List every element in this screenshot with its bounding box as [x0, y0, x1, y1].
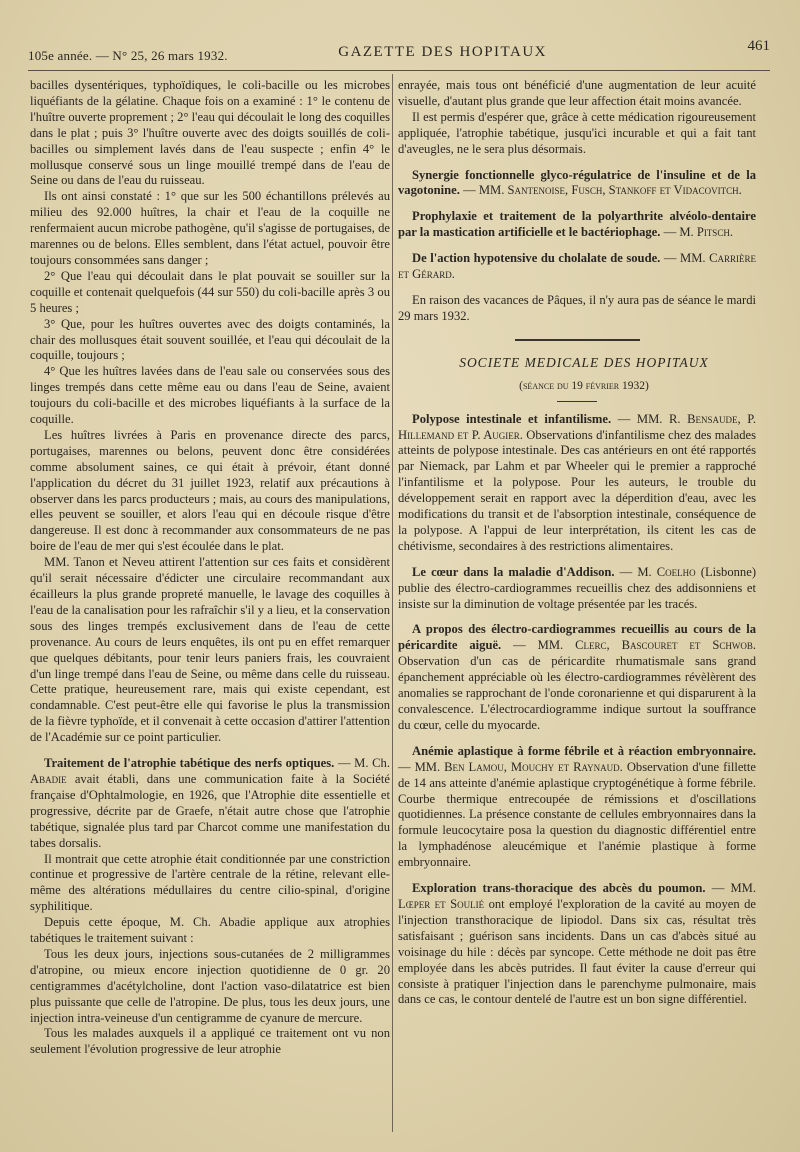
- author-names: Santenoise, Fusch, Stankoff et Vidacovitch.: [507, 183, 742, 198]
- section-date: (séance du 19 février 1932): [519, 379, 649, 392]
- author-prefix: — M.: [660, 225, 697, 240]
- article-pericardite: [398, 622, 756, 733]
- author-prefix: — MM.: [398, 759, 445, 774]
- author-names: Carrière et Gérard.: [398, 251, 756, 282]
- article-text: avait établi, dans une communication faite à la Société française d'Ophtalmologie, en 1926, que l'Atrophie dite essentielle et progressive, décrite par de Graefe, n'était autre chose que l'atrophie tabétique, signalée plus tard par Charcot comme une manifestation du tabes dorsalis.: [30, 771, 390, 850]
- article-text: Observation d'un cas de péricardite rhumatismale sans grand épanchement appréciable où les électro-cardiogrammes révèlèrent des anomalies se rapprochant de l'onde coronarienne et qui disparurent à la convalescence. L'électrocardiogramme indique surtout la souffrance du cœur, celle du myocarde.: [398, 654, 756, 732]
- article-text: Observations d'infantilisme chez des malades atteints de polypose intestinale. Des cas antérieurs en ont été rapportés par Niemack, par Lahm et par Wheeler qui le premier a rapproché l'infantilisme et la polypose. Pour les auteurs, le trouble du développement serait en rapport avec la déperdition d'eau, avec les modifications du transit et de l'absorption intestinale, conséquence de la polypose. A l'appui de leur interprétation, ils citent les cas de chétivisme, secondaires à des restrictions alimentaires.: [398, 427, 756, 553]
- short-rule: [557, 401, 597, 402]
- article-synergie: [398, 168, 756, 200]
- paragraph: MM. Tanon et Neveu attirent l'attention sur ces faits et considèrent qu'il serait nécessaire d'édicter une circulaire recommandant aux écailleurs la plus grande propreté manuelle, le lavage des coquilles à l'eau de la canalisation pour les rafraîchir s'il y a lieu, et la conservation sous des linges trempés exclusivement dans de l'eau de cette provenance. Au cours de leurs enquêtes, ils ont pu en effet remarquer que quelques débitants, pour tenir leurs paniers frais, les couvraient d'un linge trempé dans l'eau de Seine, ou même dans celle du ruisseau. Cette pratique, heureusement rare, mais qui existe cependant, est condamnable. C'est peut-être elle qui favorise le plus la transmission de la fièvre typhoïde, et il convenait à cette occasion d'attirer l'attention de l'Académie sur ce point particulier.: [30, 555, 390, 745]
- paragraph: Il montrait que cette atrophie était conditionnée par une constriction continue et progressive de l'artère centrale de la rétine, relevant elle-même des altérations médullaires du centre cilio-spinal, d'origine syphilitique.: [30, 851, 390, 914]
- author-prefix: — M.: [614, 564, 657, 579]
- author-prefix: — MM.: [660, 251, 710, 266]
- right-column: [398, 78, 756, 1008]
- article-text: Observation d'une fillette de 14 ans atteinte d'anémie aplastique cryptogénétique à forme fébrile. Courbe thermique entrecoupée de rémissions et d'oscillations quotidiennes. La présence constante de cellules embryonnaires dans la formule leucocytaire posa la question du diagnostic différentiel entre la lymphadénose aleucémique et l'anémie plastique à forme embryonnaire.: [398, 759, 757, 870]
- author-prefix: — MM.: [705, 881, 756, 896]
- paragraph: Ils ont ainsi constaté : 1° que sur les 500 échantillons prélevés au milieu des 92.000 huîtres, la chair et l'eau de la coquille ne renfermaient aucun microbe pathogène, qu'il s'agisse de portugaises, de marennes ou de belons. Elles semblent, dans l'état actuel, pouvoir être toujours consommées sans danger ;: [30, 189, 390, 267]
- section-rule: [515, 339, 640, 341]
- article-atrophie: [30, 756, 390, 851]
- paragraph: Les huîtres livrées à Paris en provenance directe des parcs, portugaises, marennes ou belons, peuvent donc être considérées comme absolument saines, ce qui était à prévoir, étant donné l'application du décret du 31 juillet 1923, relatif aux précautions à observer dans les parcs producteurs ; mais, au cours des manipulations, elles peuvent se souiller, et alors l'eau qui en découle risque d'être dangereuse. Il est donc à recommander aux consommateurs de ne pas boire de l'eau de mer qui s'est écoulée dans le plat.: [30, 427, 390, 554]
- notice-paques: En raison des vacances de Pâques, il n'y aura pas de séance le mardi 29 mars 1932.: [398, 292, 756, 323]
- section-title: SOCIETE MEDICALE DES HOPITAUX: [459, 354, 709, 370]
- paragraph: Tous les malades auxquels il a appliqué ce traitement ont vu non seulement l'évolution progressive de leur atrophie: [30, 1026, 390, 1057]
- article-addison: [398, 565, 756, 613]
- article-title: A propos des électro-cardiogrammes recueillis au cours de la péricardite aiguë.: [398, 622, 756, 653]
- author-prefix: — MM.: [611, 411, 669, 426]
- article-title: Synergie fonctionnelle glyco-régulatrice de l'insuline et de la vagotonine.: [398, 167, 756, 198]
- paragraph: enrayée, mais tous ont bénéficié d'une augmentation de leur acuité visuelle, d'autant plus grande que leur affection était moins avancée.: [398, 78, 756, 108]
- author-prefix: — MM.: [501, 638, 576, 653]
- author-names: R. Bensaude, P. Hillemand et P. Augier.: [398, 411, 756, 442]
- author-names: Lœper et Soulié: [398, 896, 485, 911]
- article-abces: [398, 881, 756, 1008]
- article-text: ont employé l'exploration de la cavité au moyen de l'injection transthoracique de lipiodol. Dans six cas, résultat très satisfaisant ; guérison sans incidents. Dans un cas d'abcès situé au voisinage du hile : décès par syncope. Cette méthode ne doit pas être employée dans les abcès putrides. Il faut éviter la cause d'erreur qui consiste à pratiquer l'injection dans le parenchyme pulmonaire, mais dans ce cas, le contour dentelé de l'autre est un bon signe différentiel.: [398, 896, 756, 1007]
- author-prefix: — MM.: [459, 183, 508, 198]
- author-names: Coelho: [656, 564, 696, 579]
- issue-info: 105e année. — N° 25, 26 mars 1932.: [28, 48, 228, 63]
- article-prophylaxie: [398, 209, 756, 241]
- paragraph: Depuis cette époque, M. Ch. Abadie applique aux atrophies tabétiques le traitement suivant :: [30, 915, 390, 946]
- author-name: Abadie: [30, 771, 67, 786]
- article-title: Le cœur dans la maladie d'Addison.: [412, 564, 615, 579]
- article-title: Traitement de l'atrophie tabétique des nerfs optiques.: [44, 756, 335, 771]
- page-number: 461: [747, 38, 770, 54]
- paragraph: Tous les deux jours, injections sous-cutanées de 2 milligrammes d'atropine, ou mieux encore injection quotidienne de 0 gr. 20 centigrammes d'acétylcholine, dont l'action vaso-dilatatrice est bien plus puissante que celle de l'atropine. De plus, tous les deux jours, une injection intra-veineuse d'un centigramme de cyanure de mercure.: [30, 946, 390, 1025]
- article-anemie: [398, 744, 756, 871]
- page-header: [28, 38, 770, 68]
- author-prefix: — M. Ch.: [334, 756, 391, 771]
- author-names: Clerc, Bascouret et Schwob.: [575, 638, 756, 653]
- header-rule: [28, 70, 770, 71]
- left-column: [30, 78, 390, 1058]
- article-title: Exploration trans-thoracique des abcès du poumon.: [412, 881, 706, 896]
- author-names: Pitsch.: [696, 225, 733, 240]
- column-divider: [392, 74, 393, 1132]
- article-title: Prophylaxie et traitement de la polyarthrite alvéolo-dentaire par la mastication artificielle et le bactériophage.: [398, 209, 756, 240]
- article-text: (Lisbonne) publie des électro-cardiogrammes recueillis chez des addisonniens et insiste sur la diminution de voltage présentée par les tracés.: [398, 564, 757, 611]
- paragraph: 4° Que les huîtres lavées dans de l'eau sale ou conservées sous des linges trempés dans cette même eau ou dans l'eau de Seine, avaient toujours du coli-bacille et des microbes liquéfiants à la surface de la coquille.: [30, 364, 390, 427]
- author-names: Ben Lamou, Mouchy et Raynaud.: [444, 759, 623, 774]
- paragraph: 3° Que, pour les huîtres ouvertes avec des doigts contaminés, la chair des mollusques était souvent souillée, et l'eau qui découlait de la coquille, toujours ;: [30, 316, 390, 363]
- paragraph: bacilles dysentériques, typhoïdiques, le coli-bacille ou les microbes liquéfiants de la gélatine. Chaque fois on a examiné : 1° le contenu de l'huître ouverte proprement ; 2° l'eau qui découlait le long des coquilles dans le plat ; puis 3° l'huître ouverte avec des doigts souillés de coli-bacilles ou simplement lavés dans de l'eau suspecte ; enfin 4° le mollusque conservé sous un linge mouillé trempé dans de l'eau de Seine ou dans de l'eau du ruisseau.: [30, 78, 390, 188]
- journal-title: GAZETTE DES HOPITAUX: [338, 44, 548, 60]
- paragraph: 2° Que l'eau qui découlait dans le plat pouvait se souiller sur la coquille et contenait quelquefois (44 sur 550) du coli-bacille après 3 ou 5 heures ;: [30, 268, 390, 315]
- article-title: Anémie aplastique à forme fébrile et à réaction embryonnaire.: [412, 743, 756, 758]
- article-cholalate: [398, 251, 756, 283]
- paragraph: Il est permis d'espérer que, grâce à cette médication rigoureusement appliquée, l'atrophie tabétique, jusqu'ici incurable et qui a fait tant d'aveugles, ne le sera plus désormais.: [398, 109, 756, 156]
- article-polypose: [398, 412, 756, 555]
- article-title: Polypose intestinale et infantilisme.: [412, 411, 612, 426]
- article-title: De l'action hypotensive du cholalate de soude.: [412, 251, 661, 266]
